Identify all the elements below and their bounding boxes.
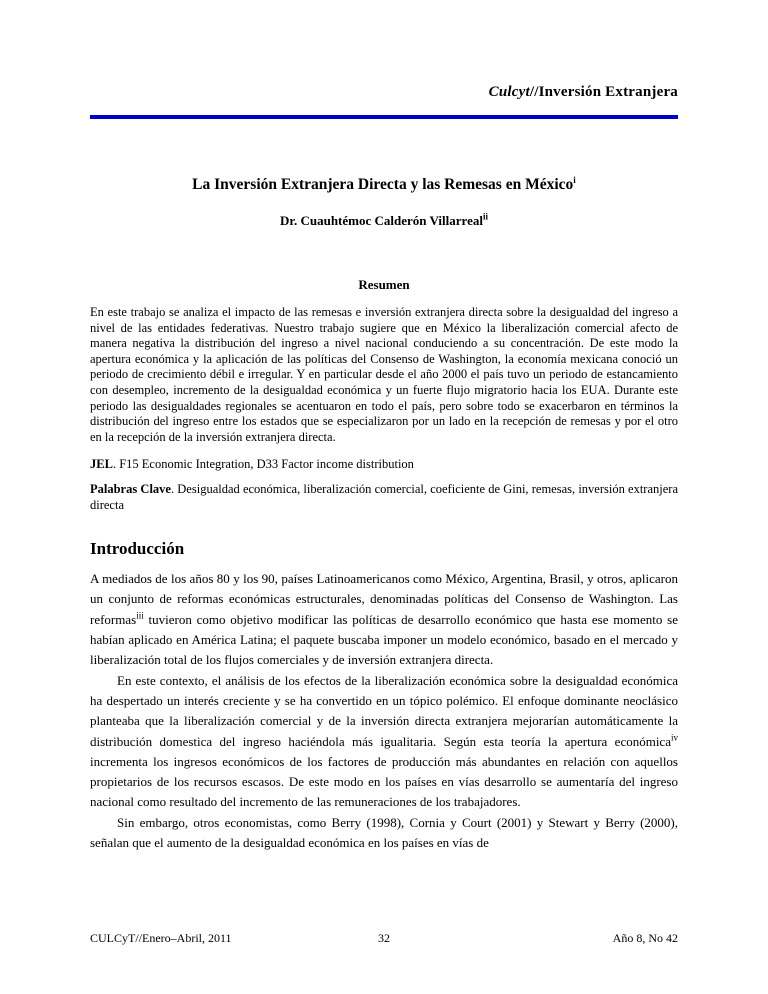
title-footnote-ref: i [573, 174, 576, 185]
jel-label: JEL [90, 457, 113, 472]
intro-paragraph-2 [90, 671, 678, 813]
page-footer [90, 931, 678, 946]
header-divider-rule [90, 115, 678, 119]
intro-paragraph-1-text-a: A mediados de los años 80 y los 90, países Latinoamericanos como México, Argentina, Brasil, y otros, aplicaron un conjunto de reformas económicas estructurales, denominadas políticas del Consenso de Washington. Las reformas [90, 571, 678, 627]
intro-paragraph-2-text-b: incrementa los ingresos económicos de los factores de producción más abundantes en relación con aquellos propietarios de los recursos escasos. De este modo en los países en vías desarrollo se aumentaría del ingreso nacional como resultado del incremento de las remuneraciones de los trabajadores. [90, 753, 678, 810]
jel-line [90, 457, 678, 473]
intro-paragraph-1-text-b: tuvieron como objetivo modificar las políticas de desarrollo económico que hasta ese momento se habían aplicado en América Latina; el paquete buscaba imponer un modelo económico, basado en el mercado y liberalización total de los flujos comerciales y de inversión extranjera directa. [90, 611, 678, 668]
intro-paragraph-3-text: Sin embargo, otros economistas, como Berry (1998), Cornia y Court (2001) y Stewart y Berry (2000), señalan que el aumento de la desigualdad económica en los países en vías de [90, 814, 678, 850]
keywords-text: . Desigualdad económica, liberalización comercial, coeficiente de Gini, remesas, inversión extranjera directa [90, 481, 678, 512]
intro-paragraph-1 [90, 569, 678, 670]
section-heading-introduccion: Introducción [90, 539, 185, 559]
keywords-label: Palabras Clave [90, 481, 171, 496]
journal-header [90, 0, 678, 101]
footer-issue: Año 8, No 42 [612, 931, 678, 945]
footer-journal-date: CULCyT//Enero–Abril, 2011 [90, 931, 232, 945]
journal-section: //Inversión Extranjera [529, 84, 678, 100]
footnote-ref-iv: iv [670, 732, 678, 743]
abstract-text: En este trabajo se analiza el impacto de las remesas e inversión extranjera directa sobre la desigualdad del ingreso a nivel de las entidades federativas. Nuestro trabajo sugiere que en México la liberalización comercial afecto de manera negativa la distribución del ingreso a nivel nacional conduciendo a su concentración. De este modo la apertura económica y la aplicación de las políticas del Consenso de Washington, la economía mexicana conoció un periodo de crecimiento débil e irregular. Y en particular desde el año 2000 el país tuvo un periodo de estancamiento con desempleo, incremento de la desigualdad económica y un fuerte flujo migratorio hacia los EUA. Durante este periodo las desigualdades regionales se acentuaron en todo el país, pero sobre todo se exacerbaron en términos la distribución del ingreso entre los estados que se especializaron por un lado en la recepción de remesas y por el otro en la recepción de la inversión extranjera directa. [90, 305, 678, 444]
jel-text: . F15 Economic Integration, D33 Factor income distribution [112, 457, 414, 472]
paper-title [90, 175, 678, 195]
abstract-heading: Resumen [358, 277, 410, 292]
author-name: Dr. Cuauhtémoc Calderón Villarreal [280, 213, 483, 228]
author-footnote-ref: ii [482, 211, 488, 222]
footnote-ref-iii: iii [136, 610, 144, 621]
author-line [90, 213, 678, 229]
journal-brand: Culcyt [488, 84, 530, 100]
footer-page-number: 32 [378, 931, 390, 945]
paper-title-text: La Inversión Extranjera Directa y las Remesas en México [192, 176, 574, 193]
intro-paragraph-2-text-a: En este contexto, el análisis de los efectos de la liberalización económica sobre la desigualdad económica ha despertado un interés creciente y se ha convertido en un tópico polémico. El enfoque dominante neoclásico planteaba que la liberalización comercial y de la inversión directa extranjera mejorarían automáticamente la distribución domestica del ingreso haciéndola más igualitaria. Según esta teoría la apertura económica [90, 672, 678, 749]
keywords-line [90, 482, 678, 513]
intro-paragraph-3 [90, 813, 678, 854]
